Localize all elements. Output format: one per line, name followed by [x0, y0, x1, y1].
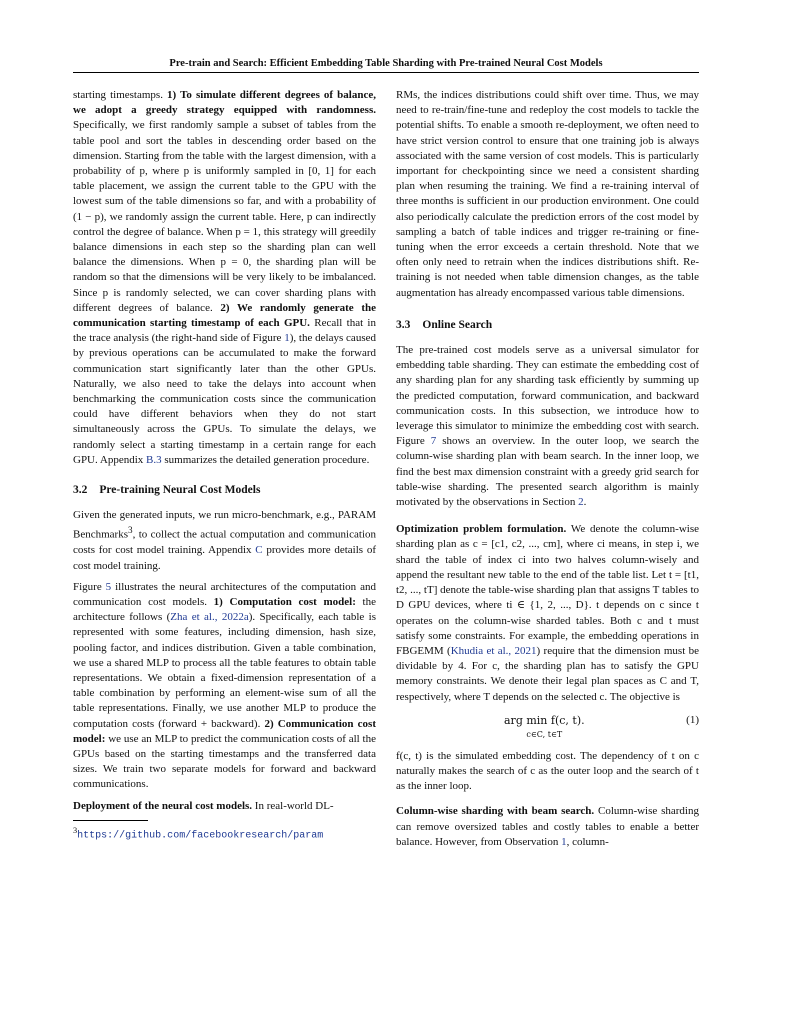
paragraph-dependency: f(c, t) is the simulated embedding cost. The dependency of t on c naturally makes the search of c as the outer loop and the search of t as the inner loop.	[396, 749, 699, 793]
equation-1	[396, 711, 699, 745]
param-url-link[interactable]: https://github.com/facebookresearch/param	[77, 830, 324, 842]
header-rule	[73, 72, 699, 73]
paragraph-formulation: Optimization problem formulation. We denote the column-wise sharding plan as c = [c1, c2, ..., cm], where ci means, in step i, we shard the table of index ci into two halves column-wisely and append the resultant new table to the end of the table list. Let t = [t1, t2, ..., tT] denote the table-wise sharding plan that assigns T tables to D GPU devices, where ti ∈ {1, 2, ..., D}. t depends on c since t operates on the column-wise sharded tables. Both c and t must satisfy some constraints. For example, the embedding operations in FBGEMM (Khudia et al., 2021) require that the dimension must be dividable by 4. For c, the sharding plan has to satisfy the GPU memory constraints. We denote their legal plan spaces as C and T, respectively, where T depends on the selected c. The objective is	[396, 523, 700, 703]
left-column	[73, 88, 376, 842]
paragraph-sampling: starting timestamps. 1) To simulate different degrees of balance, we adopt a greedy strategy equipped with randomness. Specifically, we first randomly sample a subset of tables from the table pool and sort the tables in descending order based on the dimension. Starting from the table with the largest dimension, with a probability of p, where p is uniformly sampled in [0, 1] for each table placement, we assign the current table to the GPU with the lowest sum of the table dimensions so far, and with a probability of (1 − p), we randomly assign the current table. Here, p can indirectly control the degree of balance. When p = 1, this strategy will greedily balance dimensions in each step so the sharding plan can well balance the dimensions. When p = 0, the sharding plan will be random so that the dimensions will be very likely to be imbalanced. Since p is randomly selected, we can cover sharding plans with different degrees of balance. 2) We randomly generate the communication starting timestamp of each GPU. Recall that in the trace analysis (the right-hand side of Figure 1), the delays caused by previous operations can be accumulated to make the forward communication start significantly later than the other GPUs. Naturally, we also need to take the delays into account when benchmarking the communication costs since the communication could have different behaviors when they do not start simultaneously across the GPUs. To simulate the delays, we randomly select a starting timestamp in a certain range for each GPU. Appendix B.3 summarizes the detailed generation procedure.	[73, 89, 376, 466]
paragraph-benchmarks: Given the generated inputs, we run micro-benchmark, e.g., PARAM Benchmarks$^3$, to collect the actual computation and communication costs for cost model training. Appendix C provides more details of cost model training.	[73, 509, 376, 572]
footnote-rule	[73, 820, 148, 821]
appendix-c-link[interactable]: C	[255, 544, 263, 557]
section-2-link[interactable]: 2	[578, 496, 584, 509]
section-3-3-heading: 3.3 Online Search	[396, 318, 493, 331]
figure-5-link[interactable]: 5	[105, 580, 112, 593]
paragraph-beam-search: Column-wise sharding with beam search. Column-wise sharding can remove oversized tables and costly tables to enable a better balance. However, from Observation 1, column-	[396, 805, 699, 848]
equation-subscript: c∈C, t∈T	[526, 729, 563, 739]
equation-main: arg min f(c, t).	[504, 713, 585, 727]
running-header: Pre-train and Search: Efficient Embedding Table Sharding with Pre-trained Neural Cost Models	[169, 58, 603, 69]
citation-khudia-2021[interactable]: Khudia et al., 2021	[450, 644, 537, 657]
footnote-3-marker: 3	[127, 525, 133, 536]
figure-7-link[interactable]: 7	[430, 435, 437, 448]
equation-number: (1)	[686, 713, 699, 726]
footnote-3: $^3$https://github.com/facebookresearch/param	[73, 825, 324, 842]
paragraph-deployment: Deployment of the neural cost models. In real-world DL-	[73, 799, 334, 812]
right-column	[396, 88, 699, 850]
figure-1-link[interactable]: 1	[284, 332, 290, 345]
appendix-b3-link[interactable]: B.3	[146, 453, 162, 466]
section-3-2-heading: 3.2 Pre-training Neural Cost Models	[73, 484, 261, 497]
observation-1-link[interactable]: 1	[561, 835, 567, 848]
paragraph-architectures: Figure 5 illustrates the neural architectures of the computation and communication cost models. 1) Computation cost model: the architecture follows (Zha et al., 2022a). Specifically, each table is represented with some features, including dimension, hash size, pooling factor, and indices distribution. Given a table combination, we use a shared MLP to process all the table features to obtain table representations. We obtain a fixed-dimension representation of a table combination by performing an element-wise sum of all the table representations. Finally, we use another MLP to produce the computation costs (forward + backward). 2) Communication cost model: we use an MLP to predict the communication costs of all the GPUs based on the starting timestamps and the transferred data sizes. We train two separate models for forward and backward communications.	[73, 580, 376, 791]
paragraph-simulator: The pre-trained cost models serve as a universal simulator for embedding table sharding. They can estimate the embedding cost of any sharding plan for any sharding task efficiently by summing up the predicted computation, forward communication, and backward communication costs. In this subsection, we introduce how to leverage this simulator to minimize the embedding cost with search. Figure 7 shows an overview. In the outer loop, we search the column-wise sharding plan with beam search. In the inner loop, we find the best max dimension constraint with a greedy grid search for table-wise sharding. The presented search algorithm is mainly motivated by the observations in Section 2.	[396, 344, 699, 509]
paragraph-retraining: RMs, the indices distributions could shift over time. Thus, we may need to re-train/fine-tune and redeploy the cost models to tackle the potential shifts. To enable a smooth re-deployment, we often need to have strict version control to ensure that one training job is always associated with the same version of cost models. This is particularly important for checkpointing since we need a consistent sharding plan when resuming the training. We find a re-training interval of three months is sufficient in our production environment. One could also periodically calculate the prediction errors of the cost model by sampling a batch of table indices and trigger re-training or fine-tuning when the error exceeds a certain threshold. Note that we often only need to retrain when the indices distributions shift. Re-training is not needed when table dimension changes, as the table augmentation has already encompassed various table dimensions.	[396, 89, 699, 299]
citation-zha-2022a[interactable]: Zha et al., 2022a	[170, 611, 249, 624]
